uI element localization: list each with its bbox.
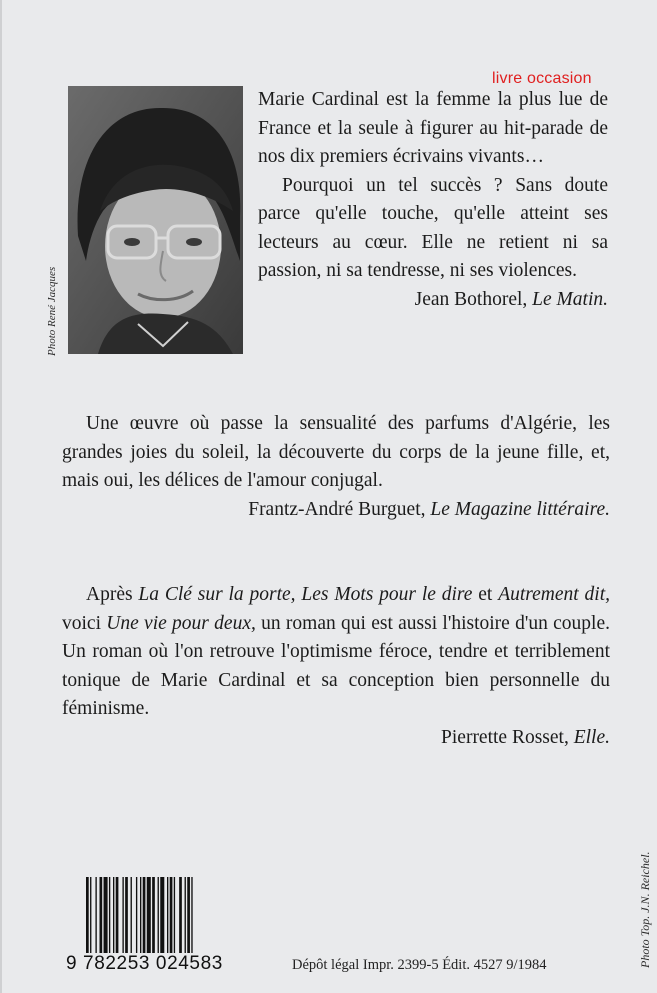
barcode-bar	[147, 877, 151, 953]
quote-block-1	[258, 86, 608, 314]
barcode-bar	[185, 877, 186, 953]
barcode-bar	[116, 877, 119, 953]
barcode-bar	[152, 877, 155, 953]
photo-credit-right-vertical: Photo Top. J.N. Reichel.	[638, 851, 652, 968]
barcode-bar	[143, 877, 146, 953]
barcode-bar	[86, 877, 89, 953]
barcode-bar	[100, 877, 103, 953]
barcode-bar	[131, 877, 132, 953]
barcode-bar	[167, 877, 168, 953]
barcode-bar	[140, 877, 141, 953]
barcode-bar	[122, 877, 123, 953]
barcode-bar	[160, 877, 164, 953]
author-portrait	[68, 86, 243, 354]
barcode-bar	[125, 877, 128, 953]
barcode-bar	[187, 877, 190, 953]
quote-block-2	[62, 410, 610, 524]
quote3-source: Elle.	[573, 726, 610, 748]
quote3-text-part4: un roman qui est aussi l'histoire d'un couple. Un roman où l'on retrouve l'optimisme féroce, tendre et terriblement tonique de Marie Cardinal et sa conception bien personnelle du féminisme.	[62, 612, 611, 719]
quote3-text-part2: et	[472, 584, 499, 605]
watermark-label: livre occasion	[492, 70, 592, 87]
barcode-bar	[179, 877, 182, 953]
quote3-title2: Autrement dit,	[498, 584, 610, 605]
barcode-bar	[191, 877, 192, 953]
quote2-author: Frantz-André Burguet,	[248, 498, 426, 520]
barcode-bar	[170, 877, 173, 953]
barcode-bar	[174, 877, 175, 953]
quote3-title3: Une vie pour deux,	[106, 612, 256, 634]
barcode	[86, 877, 252, 953]
quote2-source: Le Magazine littéraire.	[430, 498, 610, 520]
legal-deposit-line: Dépôt légal Impr. 2399-5 Édit. 4527 9/1984	[292, 957, 547, 973]
quote2-text: Une œuvre où passe la sensualité des parfums d'Algérie, les grandes joies du soleil, la découverte du corps de la jeune fille, et, mais oui, les délices de l'amour conjugal.	[62, 413, 610, 491]
quote3-text-part3: voici	[62, 612, 107, 634]
quote3-text	[62, 581, 610, 724]
barcode-bar	[95, 877, 96, 953]
quote3-author: Pierrette Rosset,	[441, 726, 569, 748]
barcode-bar	[109, 877, 110, 953]
quote3-title1: La Clé sur la porte, Les Mots pour le dire	[138, 584, 473, 605]
quote1-author: Jean Bothorel,	[414, 288, 528, 310]
quote1-attribution	[258, 286, 608, 315]
barcode-bar	[158, 877, 159, 953]
photo-credit-vertical: Photo René Jacques	[46, 266, 58, 356]
barcode-bar	[104, 877, 108, 953]
quote1-source: Le Matin.	[532, 288, 608, 310]
quote1-paragraph2: Pourquoi un tel succès ? Sans doute parce qu'elle touche, qu'elle atteint ses lecteurs au cœur. Elle ne retient ni sa passion, ni sa tendresse, ni ses violences.	[258, 174, 608, 281]
quote3-attribution	[62, 724, 610, 753]
barcode-bar	[113, 877, 114, 953]
quote-block-3	[62, 581, 610, 752]
barcode-bar	[136, 877, 137, 953]
quote3-text-part1: Après	[86, 584, 139, 605]
quote1-paragraph1: Marie Cardinal est la femme la plus lue de France et la seule à figurer au hit-parade de nos dix premiers écrivains vivants…	[258, 89, 608, 167]
barcode-bar	[90, 877, 91, 953]
quote2-attribution	[62, 496, 610, 525]
isbn-number: 9 782253 024583	[66, 953, 223, 974]
